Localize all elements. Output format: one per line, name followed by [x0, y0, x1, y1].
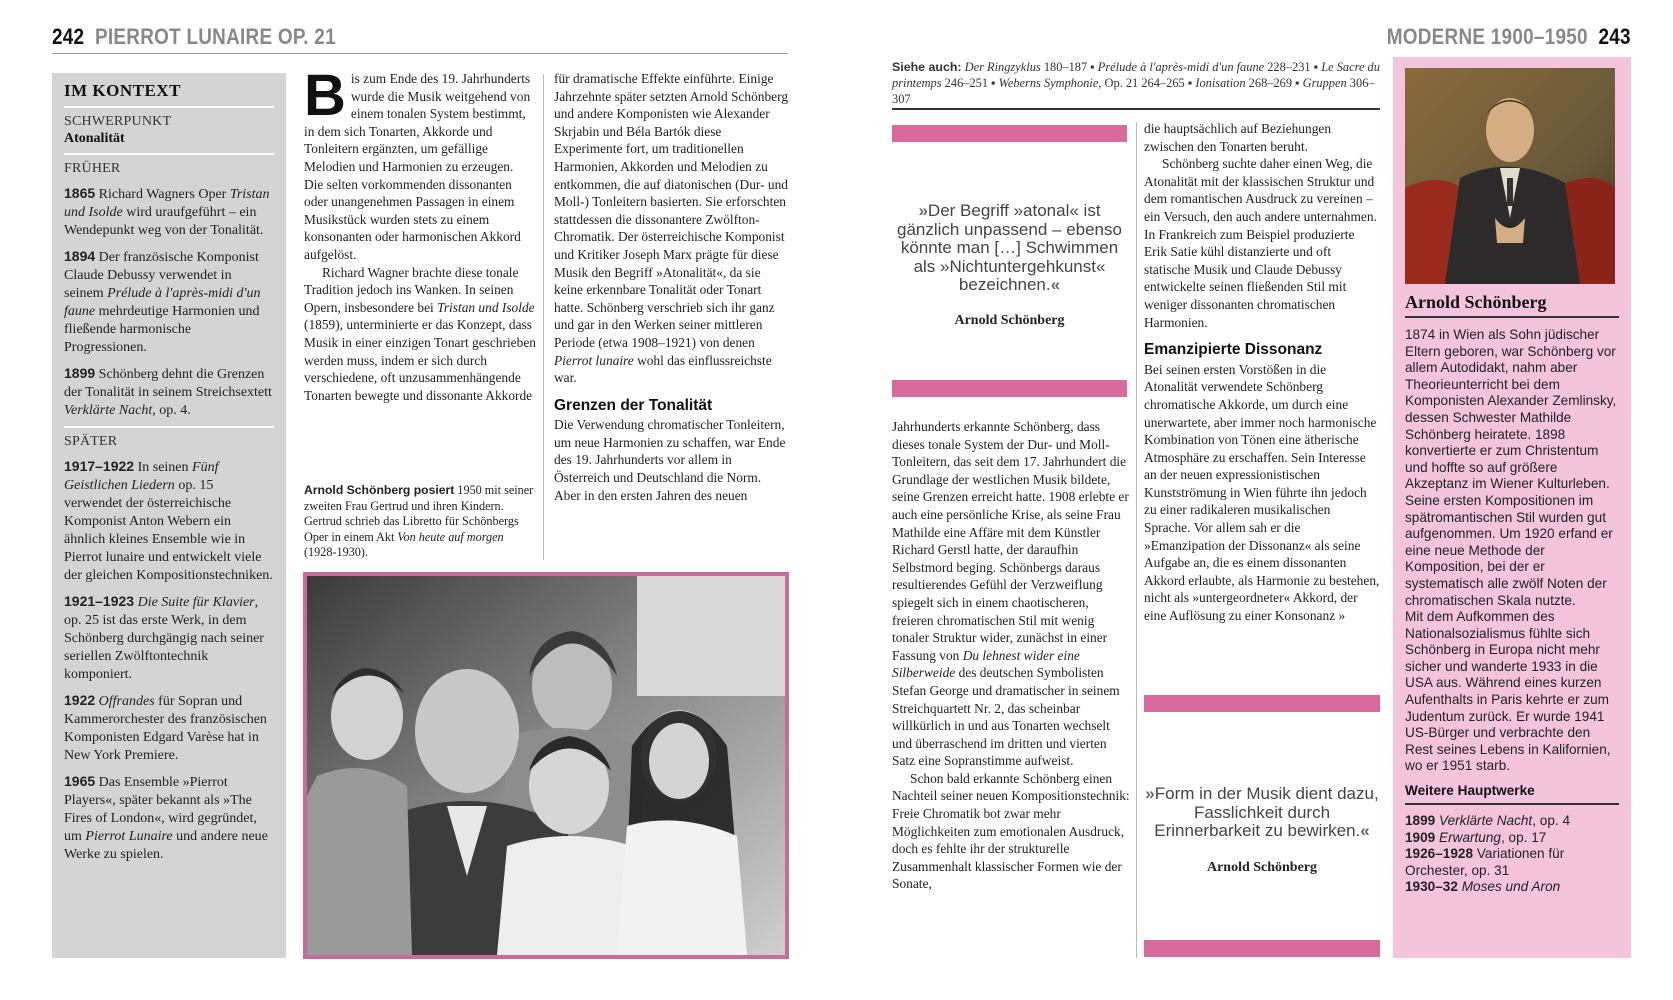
page-number-left: 242 — [52, 24, 85, 49]
quote-close-mark: « — [1050, 275, 1061, 294]
see-also-item: Le Sacre du printemps — [892, 60, 1380, 90]
timeline-text: , op. 4. — [152, 403, 191, 418]
pull-quote-1 — [894, 202, 1125, 295]
article-paragraph: (1859), unterminierte er das Konzept, dass Musik in einer einzigen Tonart geschrieben werden muss, indem er sich durch verschiedene, oft unzusammenhängende Tonarten bewegte und dissonante Akkorde — [304, 317, 536, 403]
bio-text: 1874 in Wien als Sohn jüdischer Eltern geboren, war Schönberg vor allem Autodidakt, nahm aber Theorieunterricht bei dem Komponisten Alexander Zemlinsky, dessen Schwester Mathilde Schönberg heiratete. 1898 konvertierte er zum Christentum und hoffte so auf größere Akzeptanz im Wiener Kulturleben. Seine ersten Kompositionen im spätromantischen Stil wurden gut aufgenommen. Um 1920 erfand er eine neue Methode der Komposition, bei der er systematisch alle zwölf Noten der chromatischen Skala nutzte. — [1405, 327, 1617, 608]
work-title: Fünf Geistlichen Liedern — [64, 460, 219, 493]
timeline-entry — [64, 457, 274, 585]
timeline-text: op. 15 verwendet der österreichische Komponist Anton Webern ein ähnlich kleines Ensemble wie in Pierrot lunaire und entwickelt viele der gleichen Kompositionstechniken. — [64, 478, 273, 583]
biography-box — [1393, 57, 1631, 958]
work-rest: Variationen für Orchester, op. 31 — [1405, 846, 1565, 878]
pull-quote-2 — [1144, 785, 1380, 841]
work-title: Du lehnest wider eine Silberweide — [892, 647, 1080, 681]
quote-text: Form in der Musik dient dazu, Fasslichkeit durch Erinnerbarkeit zu bewirken. — [1154, 784, 1379, 840]
works-list — [1405, 813, 1619, 896]
after-entries — [64, 457, 274, 864]
header-rule-left — [52, 53, 788, 54]
article-column-3: Jahrhunderts erkannte Schönberg, dass dieses tonale System der Dur- und Moll-Tonleitern, das seit dem 17. Jahrhundert die Grundlage der westlichen Musik bildete, seine Grenzen erreicht hatte. 1908 erlebte er auch eine persönliche Krise, als seine Frau Mathilde eine Affäre mit dem Künstler Richard Gerstl hatte, der daraufhin Selbstmord beging. Schönbergs daraus resultierendes Gefühl der Verzweiflung spiegelt sich in einem chaotischeren, freieren chromatischen Stil mit wenig tonaler Struktur wider, zunächst in einer Fassung von Du lehnest wider eine Silberweide des deutschen Symbolisten Stefan George und dramatischer in seinem Streichquartett Nr. 2, das scheinbar willkürlich in und aus Tonarten wechselt und überraschend im dritten und vierten Satz eine Sopranstimme aufweist. Schon bald erkannte Schönberg einen Nachteil seiner neuen Kompositionstechnik: Freie Chromatik bot zwar mehr Möglichkeiten zum emotionalen Ausdruck, doch es fehlte ihr der strukturelle Zusammenhalt klassischer Formen wie der Sonate, — [892, 419, 1130, 892]
work-year: 1899 — [1405, 813, 1436, 829]
article-paragraph: Schönberg suchte daher einen Weg, die Atonalität mit der klassischen Struktur und dem romantischen Ausdruck zu vereinen – ein Versuch, den auch andere unternahmen. In Frankreich zum Beispiel produzierte Erik Satie kühl distanzierte und oft statische Musik und Claude Debussy entwickelte seinen fließenden Stil mit weniger dissonanten chromatischen Harmonien. — [1144, 156, 1377, 330]
works-title: Weitere Hauptwerke — [1405, 783, 1619, 805]
timeline-text: und andere neue Werke zu spielen. — [64, 829, 268, 862]
work-title: Tristan und Isolde — [437, 299, 535, 315]
see-also — [892, 59, 1380, 107]
context-title: IM KONTEXT — [64, 81, 274, 108]
quote-author: Arnold Schönberg — [954, 313, 1065, 328]
quote-author: Arnold Schönberg — [1206, 860, 1318, 875]
timeline-entry — [64, 772, 274, 864]
article-column-2: für dramatische Effekte einführte. Einige Jahrzehnte später setzten Arnold Schönberg und andere Komponisten wie Alexander Skrjabin und Béla Bartók diese Experimente fort, um traditionellen Harmonien, Akkorden und Melodien zu entkommen, die auf diatonischen (Dur- und Moll-) Tonleitern basierten. Sie erforschten stattdessen die dissonantere Zwölfton-Chromatik. Der österreichische Komponist und Kritiker Joseph Marx prägte für diese Musik den Begriff »Atonalität«, da sie keine erkennbare Tonalität oder Tonart hatte. Schönberg verschrieb sich ihr ganz und gar in den Werken seiner mittleren Periode (etwa 1908–1921) von denen Pierrot lunaire wohl das einflussreichste war. Grenzen der Tonalität Die Verwendung chromatischer Tonleitern, um neue Harmonien zu schaffen, war Ende des 19. Jahrhunderts vor allem in Österreich und Deutschland die Norm. Aber in den ersten Jahren des neuen — [554, 71, 789, 503]
chapter-title-right: MODERNE 1900–1950 — [1386, 24, 1588, 49]
see-also-item: Weberns Symphonie — [998, 76, 1099, 90]
timeline-text: für Sopran und Kammerorchester des französischen Komponisten Edgard Varèse hat in New York Premiere. — [64, 694, 267, 763]
article-paragraph: Richard Wagner brachte diese tonale Tradition jedoch ins Wanken. In seinen Opern, insbesondere bei — [304, 264, 519, 315]
article-paragraph: die hauptsächlich auf Beziehungen zwischen den Tonarten beruht. — [1144, 121, 1332, 154]
see-also-separator: ▪ — [1087, 60, 1098, 74]
before-entries — [64, 184, 274, 420]
timeline-entry — [64, 691, 274, 765]
see-also-pages: 228–231 — [1264, 60, 1311, 74]
timeline-year: 1899 — [64, 365, 96, 381]
timeline-entry — [64, 364, 274, 420]
work-title: Pierrot lunaire — [554, 352, 634, 368]
portrait-image — [1405, 68, 1615, 284]
work-entry — [1405, 846, 1619, 879]
article-paragraph: Jahrhunderts erkannte Schönberg, dass dieses tonale System der Dur- und Moll-Tonleitern, das seit dem 17. Jahrhundert die Grundlage der westlichen Musik bildete, seine Grenzen erreicht hatte. 1908 erlebte er auch eine persönliche Krise, als seine Frau Mathilde eine Affäre mit dem Künstler Richard Gerstl hatte, der daraufhin Selbstmord beging. Schönbergs daraus resultierendes Gefühl der Verzweiflung spiegelt sich in einem chaotischeren, freieren chromatischen Stil mit wenig tonaler Struktur wider, zunächst in einer Fassung von — [892, 419, 1129, 663]
timeline-entry — [64, 592, 274, 684]
article-paragraph: is zum Ende des 19. Jahrhunderts wurde die Musik weitgehend von einem tonalen System bestimmt, in dem sich Tonarten, Akkorde und Tonleitern ergänzten, um gefällige Melodien und Harmonien zu erzeugen. Die selten vorkommenden dissonanten oder unangenehmen Passagen in einem Musikstück wurden stets zu einem konsonanten oder harmonischen Akkord aufgelöst. — [304, 71, 531, 262]
quote-text: Der Begriff »atonal« ist gänzlich unpassend – ebenso könnte man […] Schwimmen als »Nichtuntergehkunst« bezeichnen. — [897, 201, 1122, 294]
quote-close-mark: « — [1360, 821, 1370, 840]
column-rule — [1136, 122, 1137, 958]
article-paragraph: Bei seinen ersten Vorstößen in die Atonalität verwendete Schönberg chromatische Akkorde, um durch eine unerwartete, aber immer noch harmonische Kombination von Tönen eine ätherische Atmosphäre zu erschaffen. Sein Interesse an der neuen expressionistischen Kunstströmung in Wien führte ihn jedoch zu einer radikaleren musikalischen Sprache. Vor allem sah er die »Emanzipation der Dissonanz« als seine Aufgabe an, die es einem dissonanten Akkord erlaubte, als Harmonie zu bestehen, nicht als »untergeordneter« Akkord, der eine Auflösung zu einer Konsonanz » — [1144, 361, 1380, 624]
see-also-label: Siehe auch: — [892, 60, 962, 74]
work-title: Verklärte Nacht — [64, 403, 153, 418]
see-also-separator: ▪ — [1292, 76, 1303, 90]
article-column-1 — [304, 63, 536, 404]
see-also-pages: , Op. 21 264–265 — [1098, 76, 1185, 90]
work-rest: , op. 4 — [1532, 813, 1571, 829]
column-rule — [543, 74, 544, 560]
article-paragraph: Die Verwendung chromatischer Tonleitern, um neue Harmonien zu schaffen, war Ende des 19. Jahrhunderts vor allem in Österreich und Deutschland die Norm. Aber in den ersten Jahren des neuen — [554, 417, 786, 503]
timeline-entry — [64, 184, 274, 240]
bio-text: Mit dem Aufkommen des Nationalsozialismus fühlte sich Schönberg in Europa nicht mehr sicher und wanderte 1933 in die USA aus. Während eines kurzen Aufenthalts in Paris kehrte er zum Judentum zurück. Er wurde 1941 US-Bürger und verbrachte den Rest seines Lebens in Kalifornien, wo er 1951 starb. — [1405, 609, 1611, 774]
timeline-text: Schönberg dehnt die Grenzen der Tonalität in seinem Streichsextett — [64, 367, 272, 400]
timeline-entry — [64, 247, 274, 357]
section-heading: Emanzipierte Dissonanz — [1144, 341, 1323, 359]
timeline-year: 1921–1923 — [64, 593, 135, 609]
timeline-year: 1922 — [64, 692, 96, 708]
work-title: Prélude à l'après-midi d'un faune — [64, 286, 261, 319]
timeline-text: mehrdeutige Harmonien und fließende harmonische Progressionen. — [64, 304, 260, 355]
work-year: 1926–1928 — [1405, 846, 1474, 862]
context-divider — [64, 153, 274, 155]
see-also-item: Der Ringzyklus — [964, 60, 1041, 74]
see-also-pages: 180–187 — [1040, 60, 1088, 74]
timeline-text: wird uraufgeführt – ein Wendepunkt weg von der Tonalität. — [64, 205, 264, 238]
bio-name: Arnold Schönberg — [1405, 292, 1619, 318]
timeline-text: In seinen — [134, 460, 193, 475]
before-label: FRÜHER — [64, 161, 121, 176]
see-also-pages: 246–251 — [941, 76, 989, 90]
timeline-year: 1917–1922 — [64, 458, 135, 474]
see-also-separator: ▪ — [1184, 76, 1196, 90]
quote-bar-bottom — [892, 380, 1127, 397]
see-also-rule — [892, 108, 1380, 110]
see-also-item: Ionisation — [1195, 76, 1246, 90]
quote-bar-bottom — [1144, 940, 1380, 957]
context-divider — [64, 426, 274, 428]
work-title: Moses und Aron — [1461, 879, 1561, 895]
article-column-4 — [1144, 120, 1380, 625]
section-heading: Grenzen der Tonalität — [554, 396, 713, 414]
work-entry — [1405, 879, 1619, 896]
photo-caption: Arnold Schönberg posiert 1950 mit seiner zweiten Frau Gertrud und ihren Kindern. Gertrud schrieb das Libretto für Schönbergs Oper in einem Akt Von heute auf morgen (1928-1930). — [304, 483, 534, 560]
see-also-pages: 268–269 — [1245, 76, 1293, 90]
see-also-item: Prélude à l'après-midi d'un faune — [1097, 60, 1265, 74]
work-title: Verklärte Nacht — [1439, 813, 1533, 829]
work-entry — [1405, 830, 1619, 847]
work-title: Die Suite für Klavier — [137, 595, 255, 610]
caption-bold: Arnold Schönberg posiert — [304, 483, 455, 497]
work-year: 1930–32 — [1405, 879, 1458, 895]
timeline-text: , op. 25 ist das erste Werk, in dem Schönberg durchgängig nach seiner seriellen Zwölftontechnik komponiert. — [64, 595, 264, 682]
after-label: SPÄTER — [64, 434, 118, 449]
portrait-painting — [1405, 68, 1615, 284]
focus-label: SCHWERPUNKT — [64, 114, 172, 129]
see-also-separator: ▪ — [1310, 60, 1322, 74]
work-title: Pierrot Lunaire — [85, 829, 173, 844]
see-also-separator: ▪ — [988, 76, 999, 90]
work-year: 1909 — [1405, 829, 1436, 845]
page-number-right: 243 — [1598, 24, 1631, 49]
work-title: Erwartung — [1439, 829, 1501, 845]
family-photo — [303, 572, 789, 959]
timeline-year: 1865 — [64, 185, 96, 201]
timeline-text: Das Ensemble »Pierrot Players«, später bekannt als »The Fires of London«, wird gegründet, um — [64, 775, 257, 844]
timeline-text: Richard Wagners Oper — [95, 187, 230, 202]
context-box — [52, 73, 286, 958]
work-title: Offrandes — [98, 694, 155, 709]
quote-bar-top — [1144, 695, 1380, 712]
chapter-title-left: PIERROT LUNAIRE OP. 21 — [95, 24, 336, 49]
family-photo-image — [307, 576, 785, 955]
drop-cap: B — [304, 63, 346, 128]
focus-value: Atonalität — [64, 131, 125, 146]
work-title: Tristan und Isolde — [64, 187, 270, 220]
timeline-text: Der französische Komponist Claude Debussy verwendet in seinem — [64, 250, 259, 301]
quote-open-mark: » — [918, 201, 928, 220]
quote-open-mark: » — [1145, 784, 1155, 803]
work-entry — [1405, 813, 1619, 830]
page-header-left — [52, 24, 336, 50]
page-header-right — [1387, 24, 1631, 50]
article-paragraph: für dramatische Effekte einführte. Einige Jahrzehnte später setzten Arnold Schönberg und andere Komponisten wie Alexander Skrjabin und Béla Bartók diese Experimente fort, um traditionellen Harmonien, Akkorden und Melodien zu entkommen, die auf diatonischen (Dur- und Moll-) Tonleitern basierten. Sie erforschten stattdessen die dissonantere Zwölfton-Chromatik. Der österreichische Komponist und Kritiker Joseph Marx prägte für diese Musik den Begriff »Atonalität«, da sie keine erkennbare Tonalität oder Tonart hatte. Schönberg verschrieb sich ihr ganz und gar in den Werken seiner mittleren Periode (etwa 1908–1921) von denen — [554, 71, 789, 350]
see-also-item: Gruppen — [1302, 76, 1347, 90]
article-paragraph: Schon bald erkannte Schönberg einen Nachteil seiner neuen Kompositionstechnik: Freie Chromatik bot zwar mehr Möglichkeiten zum emotionalen Ausdruck, doch es fehlte ihr der strukturelle Zusammenhalt klassischer Formen wie der Sonate, — [892, 770, 1130, 892]
quote-bar-top — [892, 125, 1127, 142]
timeline-year: 1965 — [64, 773, 96, 789]
see-also-pages: 306–307 — [892, 76, 1375, 106]
timeline-year: 1894 — [64, 248, 96, 264]
work-rest: , op. 17 — [1501, 829, 1547, 845]
